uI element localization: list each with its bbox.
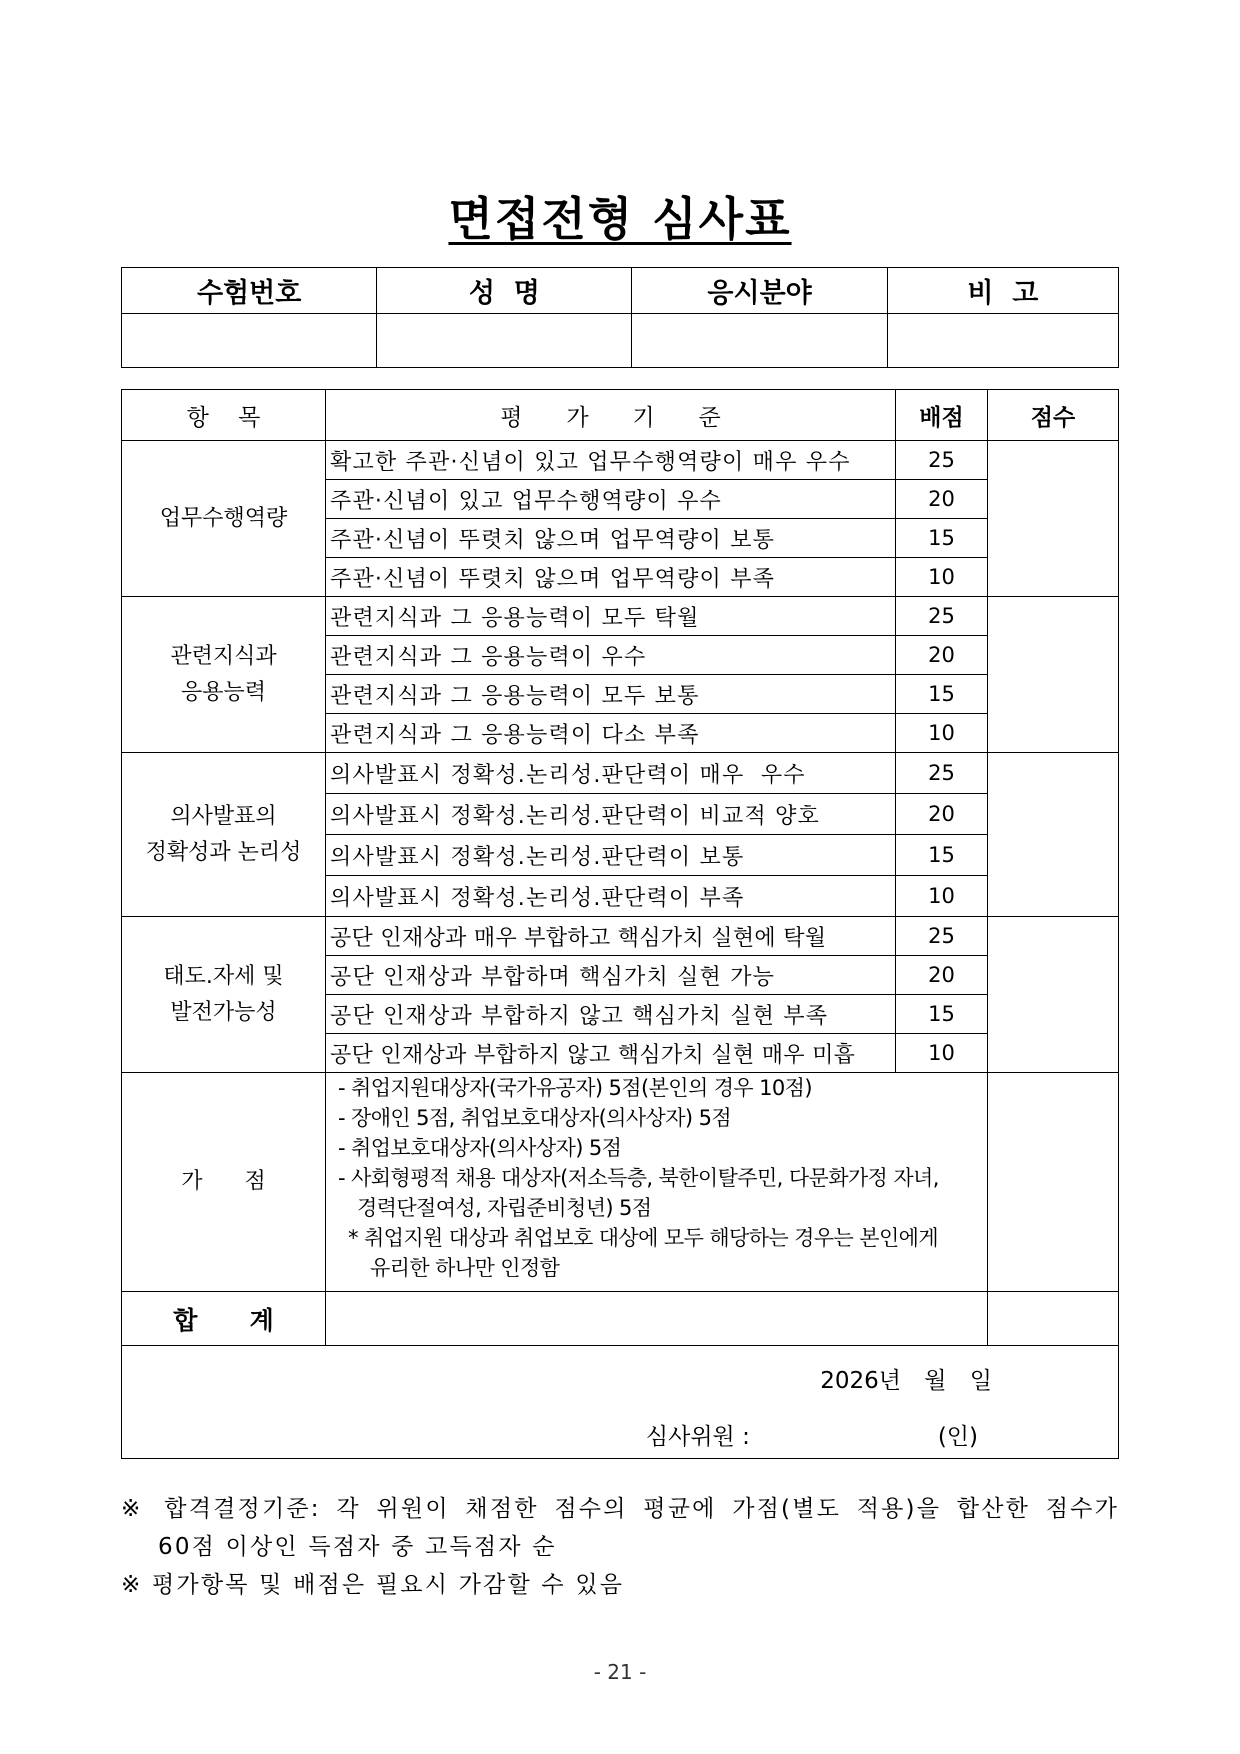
note-line: ※ 합격결정기준: 각 위원이 채점한 점수의 평균에 가점(별도 적용)을 합산한 점수가	[121, 1496, 1119, 1522]
score-input-job-competency[interactable]	[988, 441, 1119, 597]
criteria-row: 주관·신념이 있고 업무수행역량이 우수	[326, 480, 896, 519]
bonus-note: 유리한 하나만 인정함	[370, 1256, 560, 1280]
criteria-row: 의사발표시 정확성.논리성.판단력이 보통	[326, 835, 896, 876]
points-cell: 20	[896, 956, 988, 995]
header-exam-number: 수험번호	[122, 268, 377, 314]
signature-area	[122, 1346, 1119, 1459]
note-line: ※ 평가항목 및 배점은 필요시 가감할 수 있음	[121, 1572, 625, 1598]
bonus-line: - 취업보호대상자(의사상자) 5점	[338, 1136, 622, 1160]
header-allocation: 배점	[896, 390, 988, 441]
header-application-field: 응시분야	[632, 268, 887, 314]
points-cell: 25	[896, 441, 988, 480]
exam-number-field[interactable]	[122, 314, 377, 368]
page-title: 면접전형 심사표	[448, 192, 792, 246]
header-criteria: 평 가 기 준	[326, 390, 896, 441]
score-input-knowledge[interactable]	[988, 597, 1119, 753]
points-cell: 20	[896, 636, 988, 675]
bonus-description	[326, 1073, 988, 1292]
header-name: 성 명	[377, 268, 632, 314]
points-cell: 10	[896, 558, 988, 597]
score-input-total[interactable]	[988, 1292, 1119, 1346]
evaluation-table	[121, 389, 1119, 1459]
criteria-row: 공단 인재상과 부합하지 않고 핵심가치 실현 매우 미흡	[326, 1034, 896, 1073]
criteria-row: 주관·신념이 뚜렷치 않으며 업무역량이 부족	[326, 558, 896, 597]
bonus-note: * 취업지원 대상과 취업보호 대상에 모두 해당하는 경우는 본인에게	[348, 1226, 939, 1250]
criteria-row: 관련지식과 그 응용능력이 우수	[326, 636, 896, 675]
points-cell: 20	[896, 794, 988, 835]
date-line: 2026년 월 일	[820, 1368, 992, 1394]
total-label: 합 계	[122, 1292, 326, 1346]
criteria-row: 관련지식과 그 응용능력이 모두 보통	[326, 675, 896, 714]
criteria-row: 공단 인재상과 부합하지 않고 핵심가치 실현 부족	[326, 995, 896, 1034]
score-input-attitude[interactable]	[988, 917, 1119, 1073]
score-input-bonus[interactable]	[988, 1073, 1119, 1292]
points-cell: 20	[896, 480, 988, 519]
bonus-line: - 사회형평적 채용 대상자(저소득층, 북한이탈주민, 다문화가정 자녀,	[338, 1166, 939, 1190]
header-item: 항 목	[122, 390, 326, 441]
category-expression: 의사발표의 정확성과 논리성	[122, 753, 326, 917]
criteria-row: 공단 인재상과 매우 부합하고 핵심가치 실현에 탁월	[326, 917, 896, 956]
points-cell: 25	[896, 753, 988, 794]
criteria-row: 관련지식과 그 응용능력이 모두 탁월	[326, 597, 896, 636]
judge-label: 심사위원 :	[645, 1424, 750, 1450]
name-field[interactable]	[377, 314, 632, 368]
points-cell: 15	[896, 835, 988, 876]
bonus-label: 가 점	[122, 1073, 326, 1292]
header-score: 점수	[988, 390, 1119, 441]
bonus-line: - 취업지원대상자(국가유공자) 5점(본인의 경우 10점)	[338, 1076, 812, 1100]
total-blank	[326, 1292, 988, 1346]
points-cell: 10	[896, 876, 988, 917]
points-cell: 15	[896, 675, 988, 714]
points-cell: 25	[896, 597, 988, 636]
page-number: - 21 -	[593, 1660, 647, 1684]
bonus-line: - 장애인 5점, 취업보호대상자(의사상자) 5점	[338, 1106, 732, 1130]
criteria-row: 의사발표시 정확성.논리성.판단력이 매우 우수	[326, 753, 896, 794]
application-field-field[interactable]	[632, 314, 887, 368]
judge-line	[646, 1418, 978, 1451]
criteria-row: 확고한 주관·신념이 있고 업무수행역량이 매우 우수	[326, 441, 896, 480]
score-input-expression[interactable]	[988, 753, 1119, 917]
points-cell: 15	[896, 519, 988, 558]
category-attitude: 태도.자세 및 발전가능성	[122, 917, 326, 1073]
category-knowledge: 관련지식과 응용능력	[122, 597, 326, 753]
criteria-row: 주관·신념이 뚜렷치 않으며 업무역량이 보통	[326, 519, 896, 558]
points-cell: 25	[896, 917, 988, 956]
remarks-field[interactable]	[887, 314, 1118, 368]
category-job-competency: 업무수행역량	[122, 441, 326, 597]
notes	[121, 1490, 1119, 1604]
header-remarks: 비 고	[887, 268, 1118, 314]
applicant-info-table	[121, 267, 1119, 368]
criteria-row: 관련지식과 그 응용능력이 다소 부족	[326, 714, 896, 753]
points-cell: 10	[896, 1034, 988, 1073]
note-line: 60점 이상인 득점자 중 고득점자 순	[158, 1534, 557, 1560]
criteria-row: 의사발표시 정확성.논리성.판단력이 부족	[326, 876, 896, 917]
seal-label: (인)	[937, 1424, 978, 1450]
points-cell: 10	[896, 714, 988, 753]
criteria-row: 공단 인재상과 부합하며 핵심가치 실현 가능	[326, 956, 896, 995]
criteria-row: 의사발표시 정확성.논리성.판단력이 비교적 양호	[326, 794, 896, 835]
points-cell: 15	[896, 995, 988, 1034]
bonus-line: 경력단절여성, 자립준비청년) 5점	[357, 1196, 652, 1220]
